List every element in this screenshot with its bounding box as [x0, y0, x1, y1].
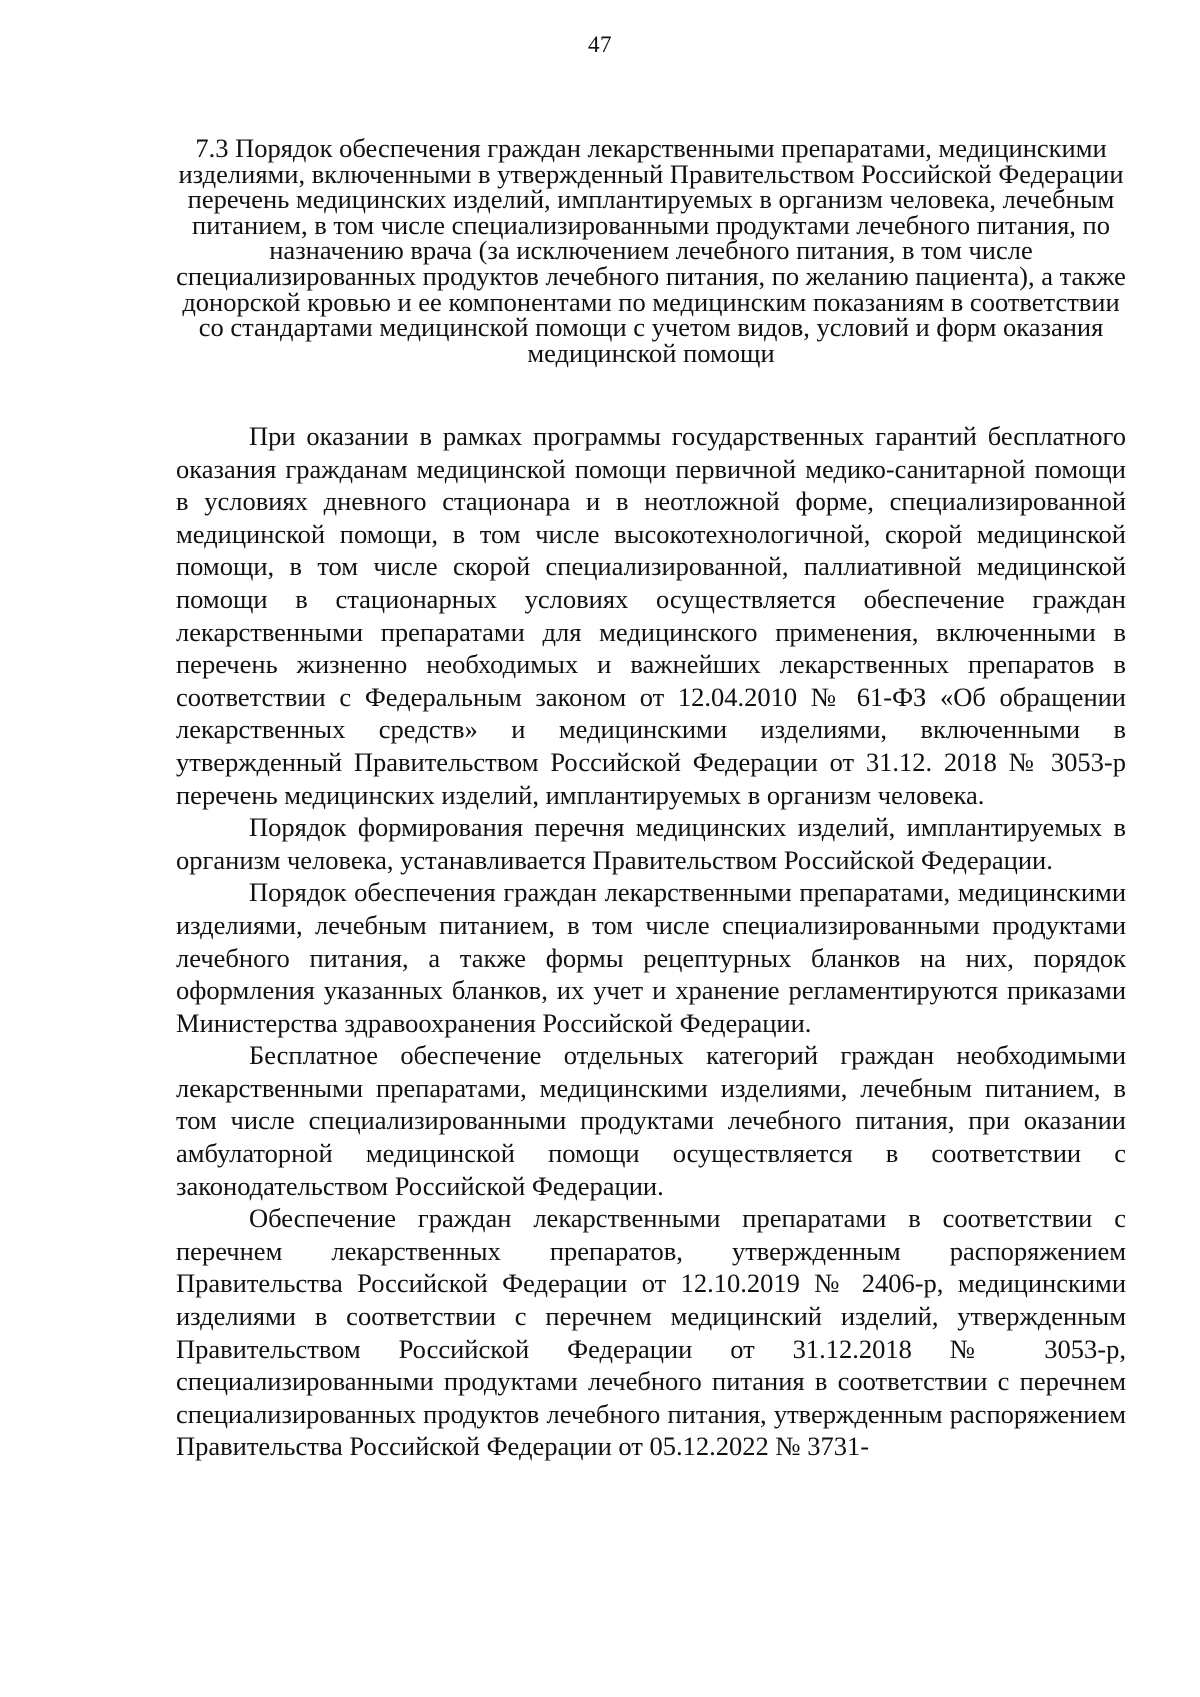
paragraph-5: Обеспечение граждан лекарственными препаратами в соответствии с перечнем лекарственных препаратов, утвержденным распоряжением Правительства Российской Федерации от 12.10.2019 № 2406-р, медицинскими изделиями в соответствии с перечнем медицинский изделий, утвержденным Правительством Российской Федерации от 31.12.2018 № 3053-р, специализированными продуктами лечебного питания в соответствии с перечнем специализированных продуктов лечебного питания, утвержденным распоряжением Правительства Российской Федерации от 05.12.2022 № 3731-: [176, 1203, 1126, 1462]
document-body: [176, 420, 1126, 1463]
paragraph-2: Порядок формирования перечня медицинских изделий, имплантируемых в организм человека, устанавливается Правительством Российской Федерации.: [176, 812, 1126, 875]
paragraph-1: При оказании в рамках программы государственных гарантий бесплатного оказания гражданам медицинской помощи первичной медико-санитарной помощи в условиях дневного стационара и в неотложной форме, специализированной медицинской помощи, в том числе высокотехнологичной, скорой медицинской помощи, в том числе скорой специализированной, паллиативной медицинской помощи в стационарных условиях осуществляется обеспечение граждан лекарственными препаратами для медицинского применения, включенными в перечень жизненно необходимых и важнейших лекарственных препаратов в соответствии с Федеральным законом от 12.04.2010 № 61-ФЗ «Об обращении лекарственных средств» и медицинскими изделиями, включенными в утвержденный Правительством Российской Федерации от 31.12. 2018 № 3053-р перечень медицинских изделий, имплантируемых в организм человека.: [176, 421, 1126, 810]
paragraph-4: Бесплатное обеспечение отдельных категорий граждан необходимыми лекарственными препаратами, медицинскими изделиями, лечебным питанием, в том числе специализированными продуктами лечебного питания, при оказании амбулаторной медицинской помощи осуществляется в соответствии с законодательством Российской Федерации.: [176, 1040, 1126, 1201]
section-heading: 7.3 Порядок обеспечения граждан лекарственными препаратами, медицинскими изделиями, включенными в утвержденный Правительством Российской Федерации перечень медицинских изделий, имплантируемых в организм человека, лечебным питанием, в том числе специализированными продуктами лечебного питания, по назначению врача (за исключением лечебного питания, в том числе специализированных продуктов лечебного питания, по желанию пациента), а также донорской кровью и ее компонентами по медицинским показаниям в соответствии со стандартами медицинской помощи с учетом видов, условий и форм оказания медицинской помощи: [176, 133, 1126, 368]
page-number: 47: [588, 32, 612, 57]
paragraph-3: Порядок обеспечения граждан лекарственными препаратами, медицинскими изделиями, лечебным питанием, в том числе специализированными продуктами лечебного питания, а также формы рецептурных бланков на них, порядок оформления указанных бланков, их учет и хранение регламентируются приказами Министерства здравоохранения Российской Федерации.: [176, 877, 1126, 1038]
